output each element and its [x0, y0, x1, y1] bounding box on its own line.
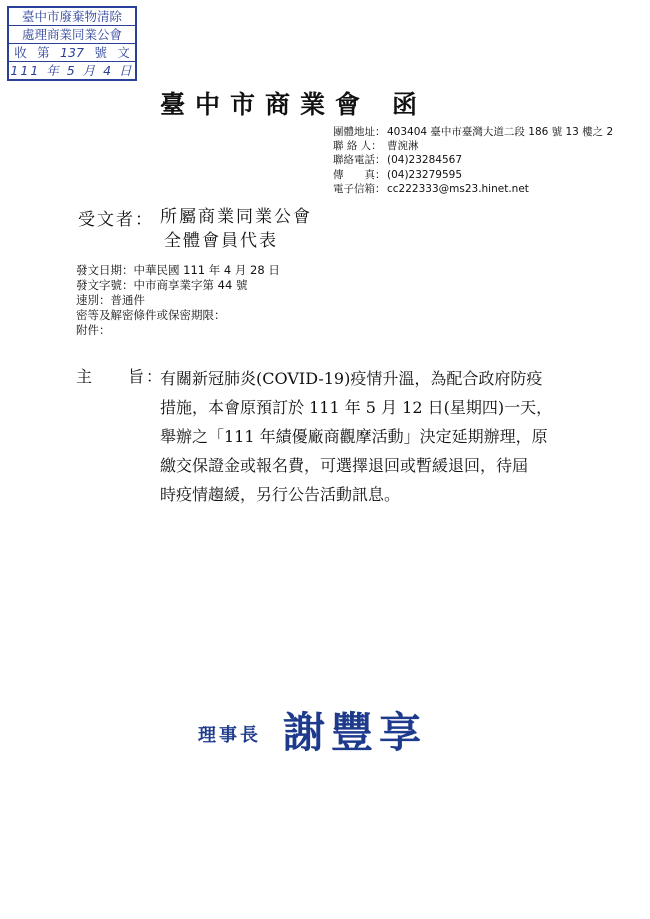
stamp-wen-char: 文 [117, 45, 130, 60]
receipt-stamp [7, 6, 137, 81]
chairman-title-seal: 理事長 [198, 725, 261, 746]
document-meta [76, 263, 280, 338]
reference-number: 發文字號：中市商享業字第 44 號 [76, 278, 248, 292]
delivery-speed: 速別：普通件 [76, 293, 145, 307]
attachments: 附件： [76, 323, 111, 337]
subject-colon: ： [146, 367, 163, 386]
recipient-label: 受文者： [78, 210, 154, 230]
subject-label-char1: 主 [76, 367, 93, 386]
address-label: 團體地址： [333, 126, 386, 138]
subject-line: 時疫情趨緩，另行公告活動訊息。 [160, 485, 401, 504]
document-title [160, 85, 427, 121]
fax-line [333, 168, 613, 182]
doc-type: 函 [392, 90, 428, 119]
subject-line: 繳交保證金或報名費，可選擇退回或暫緩退回，待屆 [160, 456, 529, 475]
recipient-line1: 所屬商業同業公會 [160, 207, 312, 227]
address-value: 403404 臺中市臺灣大道二段 186 號 13 樓之 2 [387, 126, 614, 138]
email-label: 電子信箱： [333, 182, 386, 195]
fax-value: (04)23279595 [387, 168, 462, 181]
stamp-hao-char: 號 [94, 45, 107, 60]
stamp-org-line2: 處理商業同業公會 [9, 26, 135, 44]
subject-body [160, 364, 580, 509]
stamp-recv-char: 收 [14, 45, 27, 60]
phone-label: 聯絡電話： [333, 154, 386, 167]
contact-value: 曹涴淋 [387, 140, 419, 153]
fax-label: 傳 真： [333, 168, 386, 181]
stamp-number: 137 [60, 45, 84, 60]
contact-block [333, 125, 613, 196]
phone-line [333, 153, 613, 167]
subject-line: 措施，本會原預訂於 111 年 5 月 12 日(星期四)一天， [160, 398, 553, 417]
subject-label-char2: 旨 [127, 367, 144, 386]
phone-value: (04)23284567 [387, 154, 462, 167]
recipient-line2: 全體會員代表 [164, 231, 278, 251]
subject-line: 舉辦之「111 年績優廠商觀摩活動」決定延期辦理，原 [160, 427, 548, 446]
stamp-date: 111 年 5 月 4 日 [10, 63, 134, 78]
stamp-di-char: 第 [37, 45, 50, 60]
address-line [333, 125, 613, 139]
subject-line: 有關新冠肺炎(COVID-19)疫情升溫，為配合政府防疫 [160, 369, 543, 388]
contact-label: 聯 絡 人： [333, 140, 382, 153]
stamp-org-line1: 臺中市廢棄物清除 [9, 8, 135, 26]
email-value: cc222333@ms23.hinet.net [387, 182, 529, 195]
recipient-block [160, 205, 312, 253]
stamp-receipt-number [9, 44, 135, 62]
issue-date: 發文日期：中華民國 111 年 4 月 28 日 [76, 263, 280, 277]
secrecy-level: 密等及解密條件或保密期限： [76, 308, 226, 322]
org-title: 臺中市商業會 [160, 90, 371, 119]
email-line [333, 182, 613, 196]
chairman-name-seal: 謝豐享 [283, 708, 428, 757]
contact-person-line [333, 139, 613, 153]
subject-label [76, 364, 163, 387]
